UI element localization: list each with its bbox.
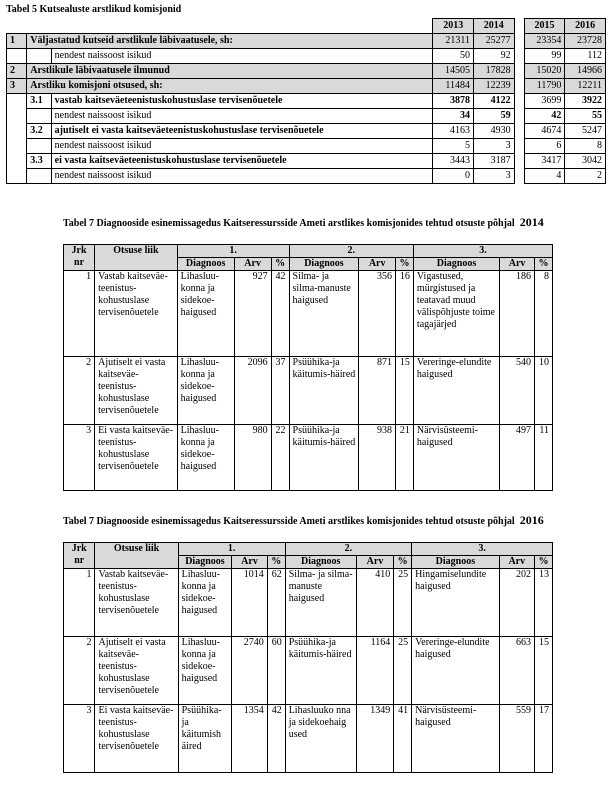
table7-2014-title: Tabel 7 Diagnooside esinemissagedus Kaitseressursside Ameti arstlikes komisjonides tehtud otsuste põhjal 2014 bbox=[63, 215, 544, 229]
table-row: 3.2 ajutiselt ei vasta kaitseväeteenistuskohustuslase tervisenõuetele 4163 4930 4674 5247 bbox=[7, 124, 606, 139]
table7-2016-title: Tabel 7 Diagnooside esinemissagedus Kaitseressursside Ameti arstlikes komisjonides tehtud otsuste põhjal 2016 bbox=[63, 513, 544, 527]
table7-header: Jrk nr Otsuse liik 1. 2. 3. bbox=[64, 245, 553, 258]
table-row: 2 Ajutiselt ei vasta kaitseväe-teenistus-kohustuslase tervisenõuetele Lihasluu-konna ja sidekoe-haigused 2096 37 Psüühika-ja käitumis-häired 871 15 Vereringe-elundite haigused 540 10 bbox=[64, 357, 553, 425]
table-row: 1 Väljastatud kutseid arstlikule läbivaatusele, sh: 21311 25277 23354 23728 bbox=[7, 34, 606, 49]
year-header: 2013 bbox=[433, 19, 474, 34]
table-row: nendest naissoost isikud 50 92 99 112 bbox=[7, 49, 606, 64]
table-row: nendest naissoost isikud 34 59 42 55 bbox=[7, 109, 606, 124]
year-header: 2015 bbox=[524, 19, 565, 34]
table7-header: Jrk nr Otsuse liik 1. 2. 3. bbox=[64, 543, 553, 556]
table-row: nendest naissoost isikud 5 3 6 8 bbox=[7, 139, 606, 154]
table7-year: 2014 bbox=[519, 215, 544, 229]
table-row: nendest naissoost isikud 0 3 4 2 bbox=[7, 169, 606, 184]
year-header: 2014 bbox=[474, 19, 515, 34]
table7-subheader: Diagnoos Arv % Diagnoos Arv % Diagnoos Arv % bbox=[64, 556, 553, 569]
table7-subheader: Diagnoos Arv % Diagnoos Arv % Diagnoos Arv % bbox=[64, 258, 553, 271]
table-row: 2 Ajutiselt ei vasta kaitseväe-teenistus-kohustuslase tervisenõuetele Lihasluu-konna ja sidekoe-haigused 2740 60 Psüühika-ja käitumis-häired 1164 25 Vereringe-elundite haigused 663 15 bbox=[64, 637, 553, 705]
table7-2016 bbox=[63, 542, 553, 773]
table-row: 3.3 ei vasta kaitseväeteenistuskohustuslase tervisenõuetele 3443 3187 3417 3042 bbox=[7, 154, 606, 169]
table-row: 2 Arstlikule läbivaatusele ilmunud 14505 17828 15020 14966 bbox=[7, 64, 606, 79]
table5-header bbox=[7, 19, 606, 34]
table-row: 1 Vastab kaitseväe-teenistus-kohustuslase tervisenõuetele Lihasluu-konna ja sidekoe-haigused 1014 62 Silma- ja silma-manuste haigused 410 25 Hingamiselundite haigused 202 13 bbox=[64, 569, 553, 637]
table-row: 3.1 vastab kaitseväeteenistuskohustuslase tervisenõuetele 3878 4122 3699 3922 bbox=[7, 94, 606, 109]
table-row: 1 Vastab kaitseväe-teenistus-kohustuslase tervisenõuetele Lihasluu-konna ja sidekoe-haigused 927 42 Silma- ja silma-manuste haigused 356 16 Vigastused, mürgistused ja teatavad muud välispõhjuste toime tagajärjed 186 8 bbox=[64, 271, 553, 357]
table-row: 3 Ei vasta kaitseväe-teenistus-kohustuslase tervisenõuetele Psüühika-ja käitumish äired 1354 42 Lihasluuko nna ja sidekoehaig used 1349 41 Närvisüsteemi-haigused 559 17 bbox=[64, 705, 553, 773]
table-row: 3 Ei vasta kaitseväe-teenistus-kohustuslase tervisenõuetele Lihasluu-konna ja sidekoe-haigused 980 22 Psüühika-ja käitumis-häired 938 21 Närvisüsteemi-haigused 497 11 bbox=[64, 425, 553, 491]
table5 bbox=[6, 18, 606, 184]
table7-year: 2016 bbox=[519, 513, 544, 527]
table5-title: Tabel 5 Kutsealuste arstlikud komisjonid bbox=[6, 4, 182, 15]
table-row: 3 Arstliku komisjoni otsused, sh: 11484 12239 11790 12211 bbox=[7, 79, 606, 94]
table7-2014 bbox=[63, 244, 553, 491]
year-header: 2016 bbox=[565, 19, 606, 34]
